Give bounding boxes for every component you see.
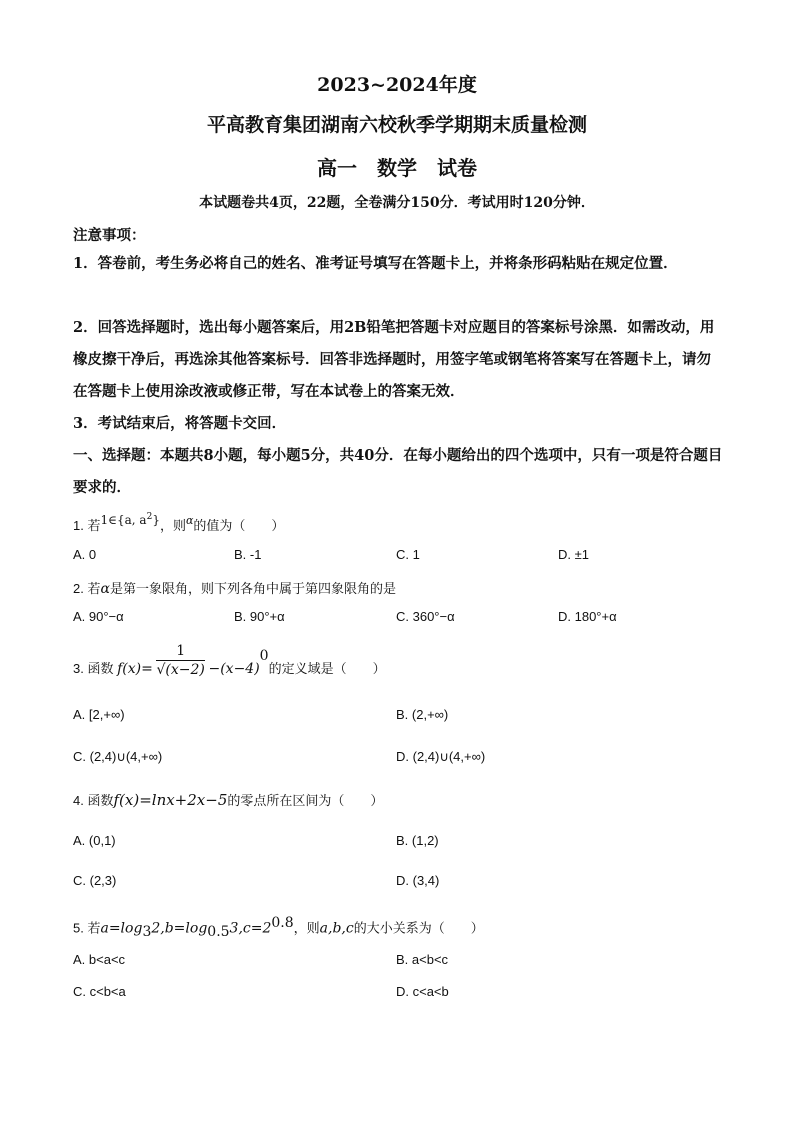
option-c: C. (2,4)∪(4,+∞) [73, 749, 163, 764]
option-b: B. -1 [234, 547, 262, 562]
note-item-1: 1．答卷前，考生务必将自己的姓名、准考证号填写在答题卡上，并将条形码粘贴在规定位置． [73, 255, 678, 272]
option-d: D. (2,4)∪(4,+∞) [396, 749, 486, 764]
exam-info: 本试题卷共4页，22题，全卷满分150分．考试用时120分钟． [199, 195, 595, 211]
fraction: $\frac{1}{√(x-2)}$ [156, 643, 205, 678]
option-b: B. 90°+α [234, 609, 285, 624]
exam-organization: 平高教育集团湖南六校秋季学期期末质量检测 [206, 114, 587, 136]
question-1: 1. 若1∈{a, $a^2$}，则$^\alpha$的值为（ ） [73, 512, 285, 533]
notes-heading: 注意事项： [73, 227, 146, 244]
question-number: 5. [73, 920, 84, 936]
option-b: B. (1,2) [396, 833, 439, 848]
question-number: 4. [73, 793, 84, 808]
option-a: A. (0,1) [73, 833, 116, 848]
question-3: 3. 函数 f(x)= $\frac{1}{√(x-2)}$ $-(x-4)^0$的定义域是（ ） [73, 643, 386, 678]
question-number: 1. [73, 518, 84, 533]
question-4: 4. 函数f(x)=lnx+2x−5的零点所在区间为（ ） [73, 791, 384, 809]
option-a: A. b<a<c [73, 952, 126, 967]
option-d: D. ±1 [558, 547, 589, 562]
option-d: D. c<a<b [396, 984, 449, 999]
option-d: D. (3,4) [396, 873, 440, 888]
note-item-2: 2．回答选择题时，选出每小题答案后，用2B铅笔把答题卡对应题目的答案标号涂黑．如需改动，用橡皮擦干净后，再选涂其他答案标号．回答非选择题时，用签字笔或钢笔将答案写在答题卡上，请勿在答题卡上使用涂改液或修正带，写在本试卷上的答案无效． [73, 319, 715, 400]
exam-subject: 高一 数学 试卷 [317, 156, 477, 180]
option-a: A. 0 [73, 547, 97, 562]
option-a: A. 90°−α [73, 609, 124, 624]
section-heading: 一、选择题：本题共8小题，每小题5分，共40分．在每小题给出的四个选项中，只有一项是符合题目要求的． [73, 447, 723, 496]
option-b: B. (2,+∞) [396, 707, 449, 722]
option-d: D. 180°+α [558, 609, 617, 624]
question-number: 3. [73, 661, 84, 677]
option-c: C. c<b<a [73, 984, 126, 999]
note-item-3: 3．考试结束后，将答题卡交回． [73, 415, 287, 432]
exam-year: 2023~2024年度 [317, 74, 477, 96]
option-c: C. 1 [396, 547, 420, 562]
question-2: 2. 若α是第一象限角，则下列各角中属于第四象限角的是 [73, 581, 396, 597]
option-c: C. (2,3) [73, 873, 117, 888]
question-number: 2. [73, 581, 84, 596]
option-c: C. 360°−α [396, 609, 455, 624]
option-a: A. [2,+∞) [73, 707, 125, 722]
option-b: B. a<b<c [396, 952, 449, 967]
question-5: 5. 若$a=\log_32,b=\log_{0.5}3,c=2^{0.8}$，则a,b,c的大小关系为（ ） [73, 915, 484, 940]
